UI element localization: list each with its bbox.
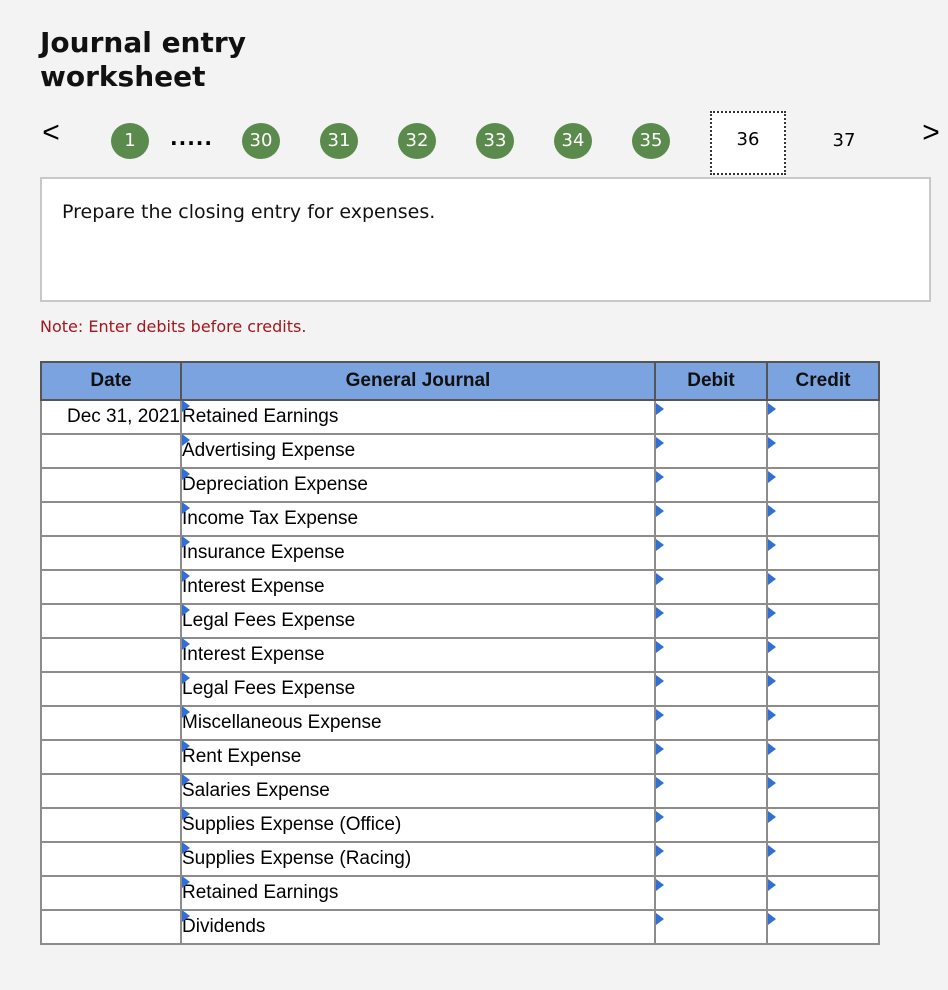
- credit-input[interactable]: [767, 400, 879, 434]
- debit-input[interactable]: [655, 672, 767, 706]
- table-row: [41, 774, 879, 808]
- debit-input[interactable]: [655, 468, 767, 502]
- debit-input[interactable]: [655, 876, 767, 910]
- debit-input[interactable]: [655, 570, 767, 604]
- dropdown-marker-icon: [182, 434, 190, 446]
- table-row: [41, 808, 879, 842]
- dropdown-marker-icon: [768, 437, 776, 449]
- dropdown-marker-icon: [182, 910, 190, 922]
- page-37-button[interactable]: 37: [832, 130, 856, 151]
- title-line-2: worksheet: [40, 60, 206, 93]
- date-cell[interactable]: [41, 842, 181, 876]
- account-select[interactable]: [181, 672, 655, 706]
- table-row: [41, 672, 879, 706]
- dropdown-marker-icon: [182, 842, 190, 854]
- dropdown-marker-icon: [768, 811, 776, 823]
- worksheet-title: [40, 26, 246, 94]
- debit-input[interactable]: [655, 774, 767, 808]
- credit-input[interactable]: [767, 876, 879, 910]
- dropdown-marker-icon: [656, 505, 664, 517]
- credit-input[interactable]: [767, 910, 879, 944]
- account-name: Retained Earnings: [182, 882, 339, 903]
- account-select[interactable]: [181, 740, 655, 774]
- general-journal-header: General Journal: [181, 362, 655, 400]
- dropdown-marker-icon: [182, 400, 190, 412]
- date-cell[interactable]: [41, 876, 181, 910]
- dropdown-marker-icon: [656, 845, 664, 857]
- account-name: Retained Earnings: [182, 406, 339, 427]
- page-35-button[interactable]: 35: [632, 123, 670, 159]
- instruction-note: Note: Enter debits before credits.: [40, 317, 307, 336]
- credit-input[interactable]: [767, 842, 879, 876]
- prompt-box: [40, 177, 931, 302]
- account-name: Income Tax Expense: [182, 508, 359, 529]
- account-select[interactable]: [181, 570, 655, 604]
- dropdown-marker-icon: [182, 808, 190, 820]
- date-cell[interactable]: [41, 808, 181, 842]
- next-arrow-icon[interactable]: >: [922, 116, 940, 149]
- dropdown-marker-icon: [656, 913, 664, 925]
- account-name: Dividends: [182, 916, 266, 937]
- dropdown-marker-icon: [182, 740, 190, 752]
- dropdown-marker-icon: [768, 743, 776, 755]
- debit-input[interactable]: [655, 638, 767, 672]
- debit-input[interactable]: [655, 910, 767, 944]
- page-1-button[interactable]: 1: [111, 123, 149, 159]
- dropdown-marker-icon: [656, 743, 664, 755]
- prev-arrow-icon[interactable]: <: [42, 116, 60, 149]
- credit-input[interactable]: [767, 570, 879, 604]
- debit-input[interactable]: [655, 740, 767, 774]
- table-row: [41, 400, 879, 434]
- credit-input[interactable]: [767, 672, 879, 706]
- account-select[interactable]: [181, 910, 655, 944]
- account-name: Insurance Expense: [182, 542, 345, 563]
- account-name: Supplies Expense (Racing): [182, 848, 412, 869]
- table-row: [41, 536, 879, 570]
- dropdown-marker-icon: [768, 641, 776, 653]
- account-select[interactable]: [181, 706, 655, 740]
- date-cell[interactable]: [41, 706, 181, 740]
- table-row: [41, 740, 879, 774]
- dropdown-marker-icon: [768, 607, 776, 619]
- date-cell[interactable]: [41, 570, 181, 604]
- dropdown-marker-icon: [768, 403, 776, 415]
- account-name: Miscellaneous Expense: [182, 712, 382, 733]
- table-row: [41, 502, 879, 536]
- account-select[interactable]: [181, 638, 655, 672]
- dropdown-marker-icon: [182, 706, 190, 718]
- dropdown-marker-icon: [656, 471, 664, 483]
- title-line-1: Journal entry: [40, 26, 246, 59]
- dropdown-marker-icon: [656, 879, 664, 891]
- credit-input[interactable]: [767, 604, 879, 638]
- dropdown-marker-icon: [768, 573, 776, 585]
- dropdown-marker-icon: [182, 570, 190, 582]
- dropdown-marker-icon: [656, 607, 664, 619]
- credit-input[interactable]: [767, 706, 879, 740]
- dropdown-marker-icon: [182, 468, 190, 480]
- page-31-button[interactable]: 31: [320, 123, 358, 159]
- debit-input[interactable]: [655, 842, 767, 876]
- credit-header: Credit: [767, 362, 879, 400]
- table-row: [41, 570, 879, 604]
- page-32-button[interactable]: 32: [398, 123, 436, 159]
- dropdown-marker-icon: [656, 709, 664, 721]
- table-row: [41, 638, 879, 672]
- page-33-button[interactable]: 33: [476, 123, 514, 159]
- date-cell[interactable]: [41, 468, 181, 502]
- account-select[interactable]: [181, 842, 655, 876]
- page-30-button[interactable]: 30: [242, 123, 280, 159]
- credit-input[interactable]: [767, 808, 879, 842]
- date-cell[interactable]: [41, 502, 181, 536]
- dropdown-marker-icon: [768, 539, 776, 551]
- account-name: Legal Fees Expense: [182, 678, 356, 699]
- account-select[interactable]: [181, 876, 655, 910]
- dropdown-marker-icon: [768, 913, 776, 925]
- table-row: [41, 876, 879, 910]
- dropdown-marker-icon: [656, 811, 664, 823]
- dropdown-marker-icon: [768, 879, 776, 891]
- dropdown-marker-icon: [182, 502, 190, 514]
- account-select[interactable]: [181, 774, 655, 808]
- account-select[interactable]: [181, 808, 655, 842]
- pager-ellipsis: .....: [170, 126, 213, 150]
- dropdown-marker-icon: [182, 604, 190, 616]
- date-cell[interactable]: [41, 638, 181, 672]
- debit-input[interactable]: [655, 536, 767, 570]
- date-cell[interactable]: Dec 31, 2021: [41, 400, 181, 434]
- debit-input[interactable]: [655, 706, 767, 740]
- date-cell[interactable]: [41, 740, 181, 774]
- account-name: Legal Fees Expense: [182, 610, 356, 631]
- table-header-row: [41, 362, 879, 400]
- table-row: [41, 910, 879, 944]
- account-select[interactable]: [181, 400, 655, 434]
- dropdown-marker-icon: [656, 777, 664, 789]
- dropdown-marker-icon: [768, 505, 776, 517]
- table-row: [41, 434, 879, 468]
- debit-input[interactable]: [655, 434, 767, 468]
- table-row: [41, 468, 879, 502]
- dropdown-marker-icon: [768, 675, 776, 687]
- dropdown-marker-icon: [656, 437, 664, 449]
- credit-input[interactable]: [767, 468, 879, 502]
- dropdown-marker-icon: [656, 539, 664, 551]
- account-select[interactable]: [181, 502, 655, 536]
- debit-header: Debit: [655, 362, 767, 400]
- credit-input[interactable]: [767, 502, 879, 536]
- dropdown-marker-icon: [182, 876, 190, 888]
- date-cell[interactable]: [41, 536, 181, 570]
- credit-input[interactable]: [767, 434, 879, 468]
- date-header: Date: [41, 362, 181, 400]
- dropdown-marker-icon: [182, 638, 190, 650]
- date-cell[interactable]: [41, 672, 181, 706]
- page-34-button[interactable]: 34: [554, 123, 592, 159]
- credit-input[interactable]: [767, 638, 879, 672]
- dropdown-marker-icon: [182, 536, 190, 548]
- account-select[interactable]: [181, 434, 655, 468]
- table-row: [41, 706, 879, 740]
- dropdown-marker-icon: [768, 845, 776, 857]
- dropdown-marker-icon: [656, 641, 664, 653]
- account-name: Supplies Expense (Office): [182, 814, 402, 835]
- dropdown-marker-icon: [182, 774, 190, 786]
- account-name: Advertising Expense: [182, 440, 356, 461]
- dropdown-marker-icon: [768, 471, 776, 483]
- dropdown-marker-icon: [656, 675, 664, 687]
- debit-input[interactable]: [655, 400, 767, 434]
- journal-body: [41, 400, 879, 944]
- date-cell[interactable]: [41, 434, 181, 468]
- table-row: [41, 604, 879, 638]
- general-journal-table: [40, 361, 880, 945]
- credit-input[interactable]: [767, 774, 879, 808]
- dropdown-marker-icon: [656, 573, 664, 585]
- debit-input[interactable]: [655, 604, 767, 638]
- credit-input[interactable]: [767, 536, 879, 570]
- account-name: Salaries Expense: [182, 780, 330, 801]
- account-name: Depreciation Expense: [182, 474, 368, 495]
- prompt-text: Prepare the closing entry for expenses.: [62, 201, 436, 223]
- table-row: [41, 842, 879, 876]
- debit-input[interactable]: [655, 808, 767, 842]
- page-36-current[interactable]: 36: [710, 111, 786, 175]
- date-cell[interactable]: [41, 774, 181, 808]
- dropdown-marker-icon: [768, 709, 776, 721]
- date-cell[interactable]: [41, 910, 181, 944]
- dropdown-marker-icon: [182, 672, 190, 684]
- debit-input[interactable]: [655, 502, 767, 536]
- dropdown-marker-icon: [768, 777, 776, 789]
- credit-input[interactable]: [767, 740, 879, 774]
- account-name: Interest Expense: [182, 644, 325, 665]
- account-name: Rent Expense: [182, 746, 302, 767]
- question-pager: [0, 110, 948, 172]
- dropdown-marker-icon: [656, 403, 664, 415]
- account-name: Interest Expense: [182, 576, 325, 597]
- account-select[interactable]: [181, 604, 655, 638]
- date-cell[interactable]: [41, 604, 181, 638]
- account-select[interactable]: [181, 536, 655, 570]
- account-select[interactable]: [181, 468, 655, 502]
